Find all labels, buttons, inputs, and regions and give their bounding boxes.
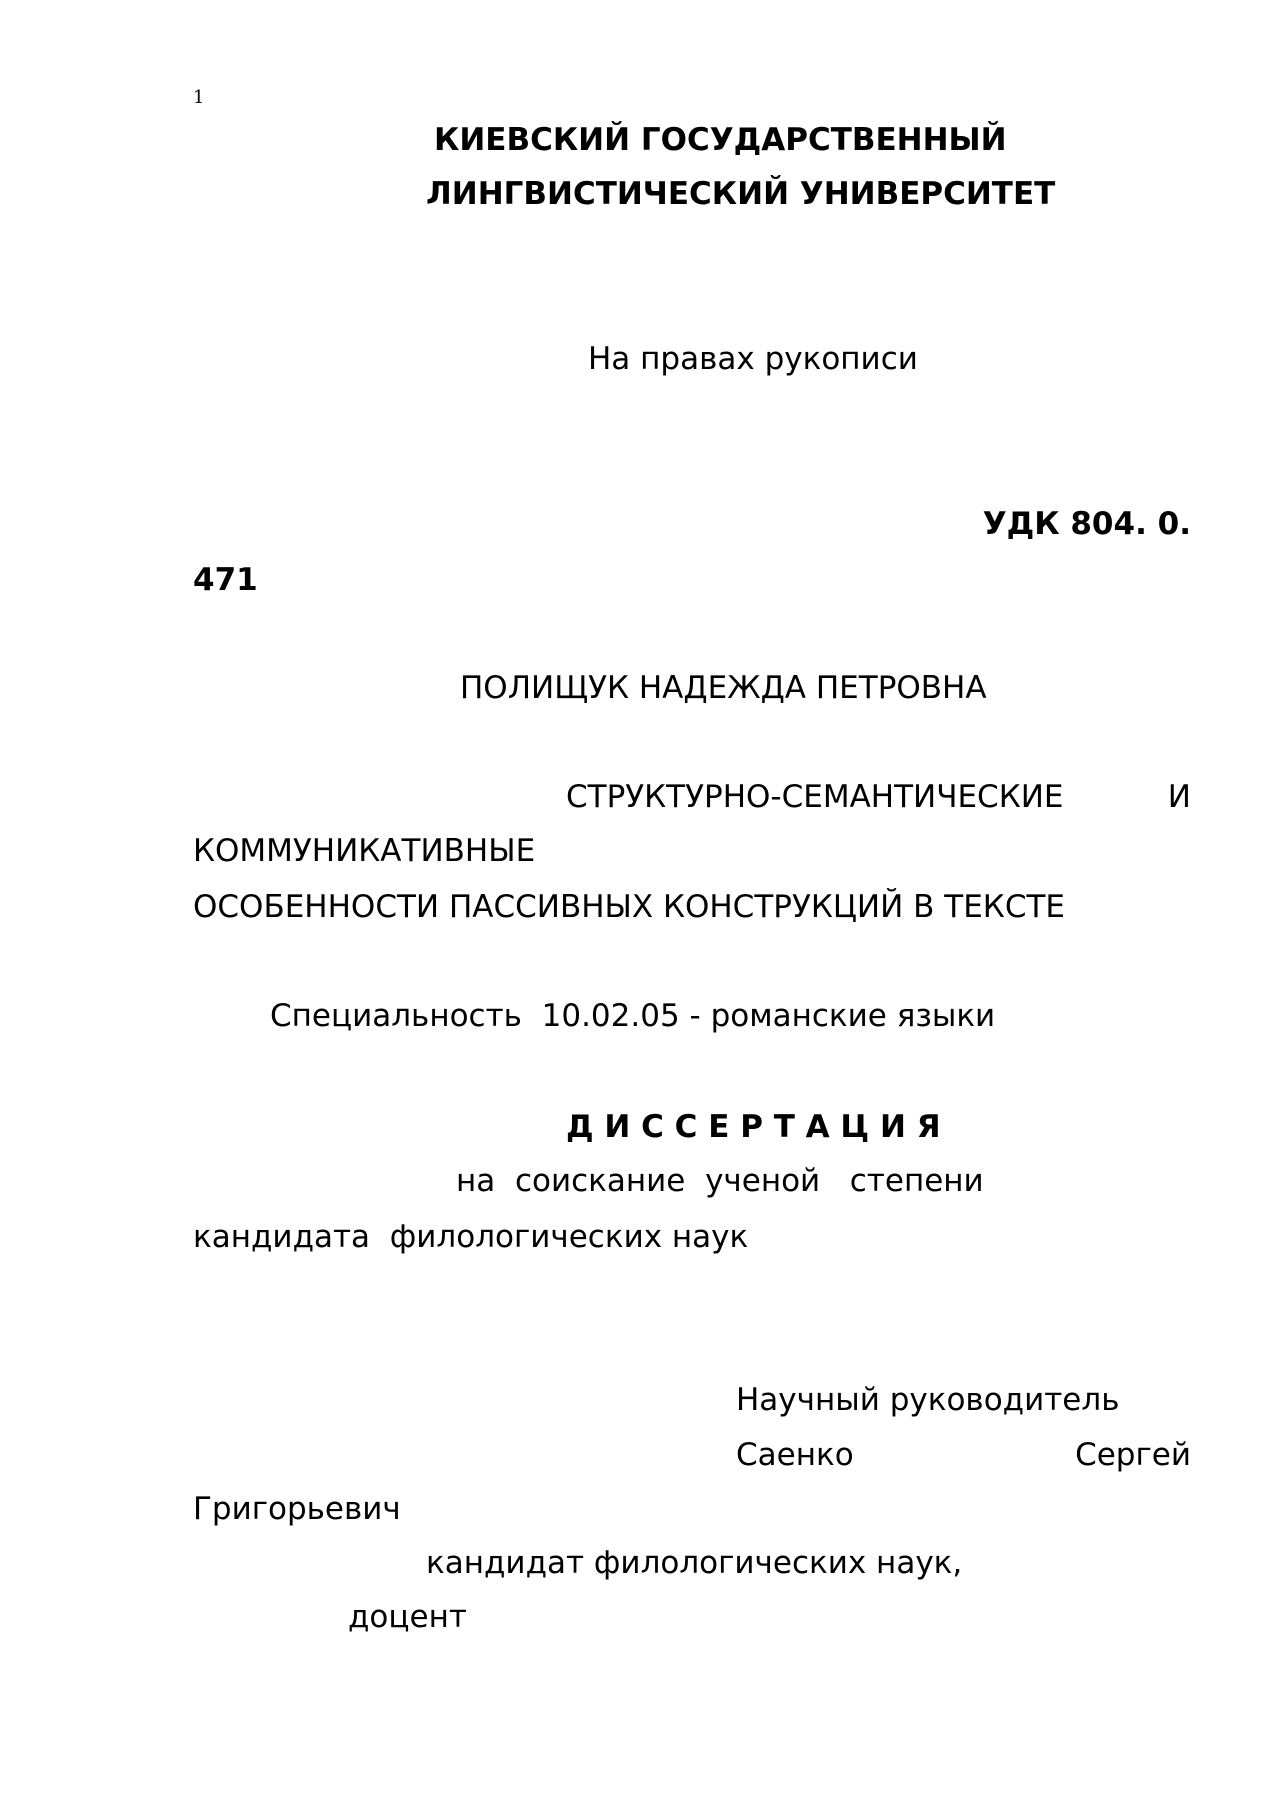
supervisor-first-name: Сергей: [1075, 1437, 1191, 1473]
title-line-3: ОСОБЕННОСТИ ПАССИВНЫХ КОНСТРУКЦИЙ В ТЕКСТЕ: [193, 889, 1065, 925]
supervisor-rank: доцент: [348, 1599, 467, 1635]
document-type: Д И С С Е Р Т А Ц И Я: [566, 1109, 941, 1145]
degree-line-2: кандидата филологических наук: [193, 1219, 749, 1255]
page-number: 1: [193, 87, 205, 108]
supervisor-degree: кандидат филологических наук,: [426, 1545, 963, 1581]
udk-line-1: УДК 804. 0.: [982, 506, 1191, 542]
title-line-2: КОММУНИКАТИВНЫЕ: [193, 833, 536, 869]
udk-line-2: 471: [193, 562, 258, 598]
supervisor-surname: Саенко: [736, 1437, 854, 1473]
supervisor-patronymic: Григорьевич: [193, 1491, 401, 1527]
author-name: ПОЛИЩУК НАДЕЖДА ПЕТРОВНА: [460, 670, 987, 706]
title-line-1-conjunction: И: [1167, 779, 1191, 815]
specialty: Специальность 10.02.05 - романские языки: [270, 998, 996, 1034]
degree-line-1: на соискание ученой степени: [456, 1163, 984, 1199]
institution-line-1: КИЕВСКИЙ ГОСУДАРСТВЕННЫЙ: [434, 122, 1007, 158]
manuscript-rights: На правах рукописи: [588, 341, 918, 377]
title-line-1: СТРУКТУРНО-СЕМАНТИЧЕСКИЕ: [566, 779, 1064, 815]
institution-line-2: ЛИНГВИСТИЧЕСКИЙ УНИВЕРСИТЕТ: [426, 176, 1056, 212]
supervisor-label: Научный руководитель: [736, 1382, 1120, 1418]
